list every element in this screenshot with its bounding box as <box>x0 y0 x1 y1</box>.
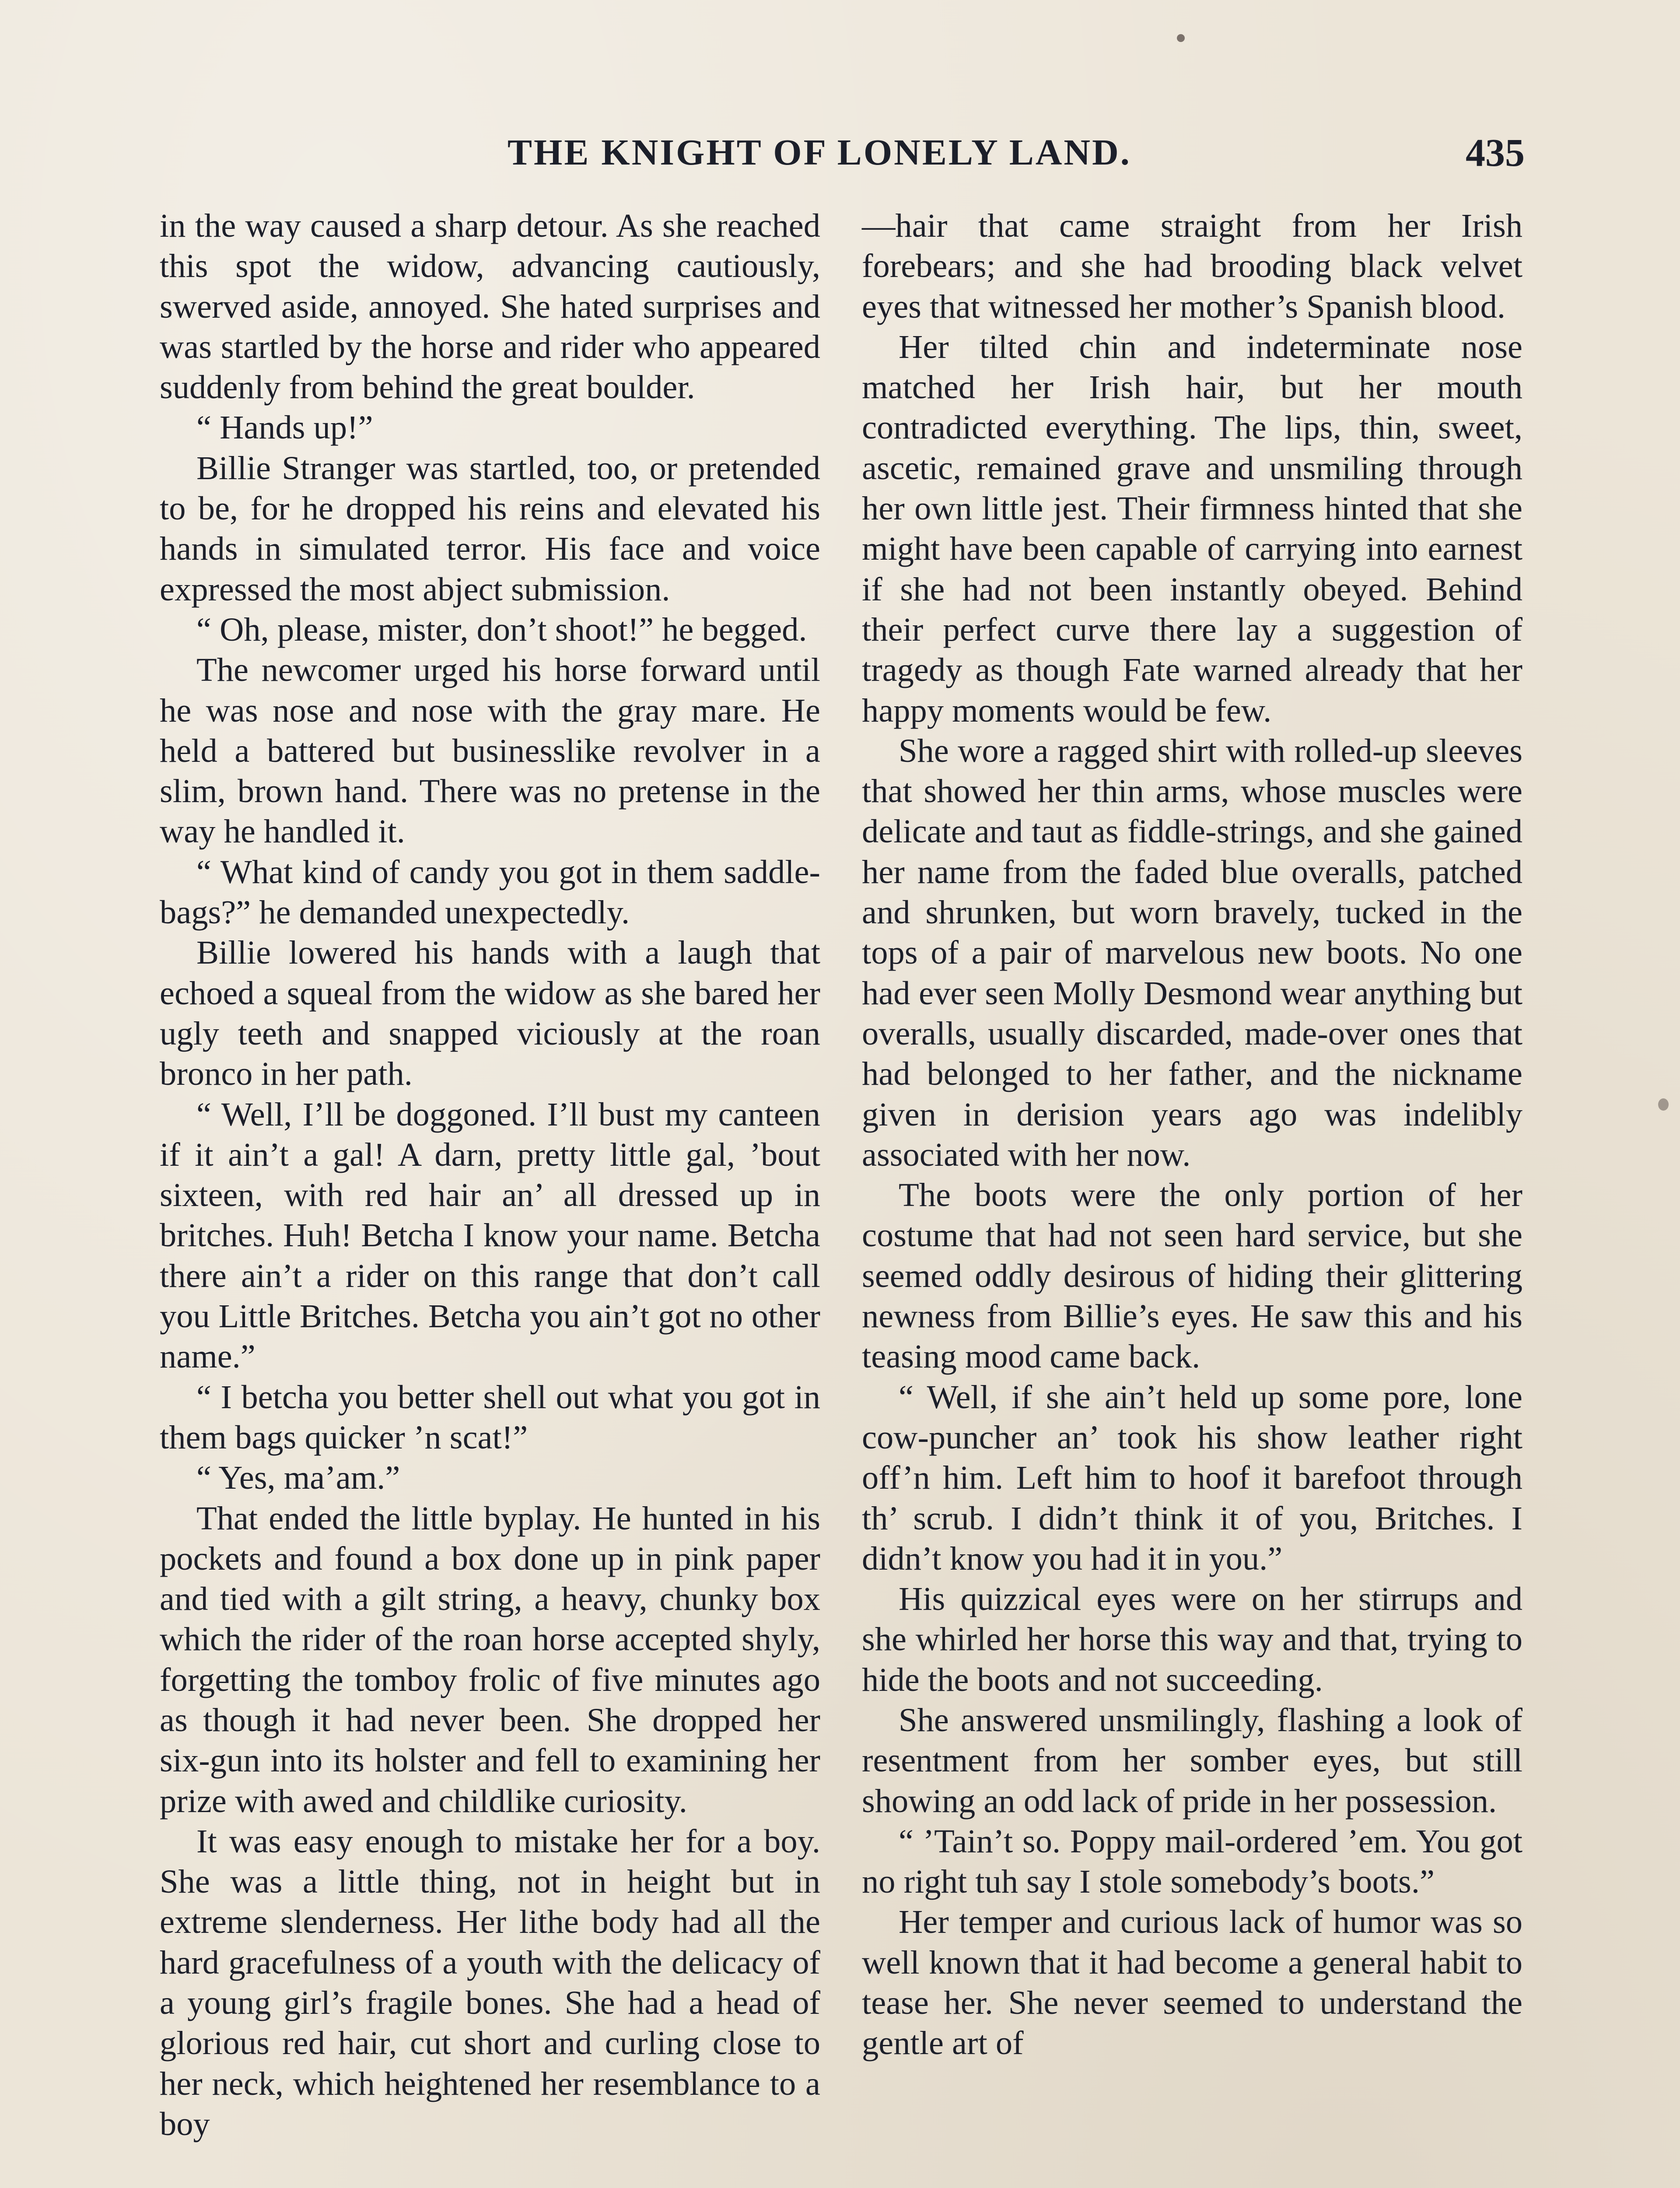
paragraph: “ Oh, please, mister, don’t shoot!” he begged. <box>196 610 807 648</box>
paper-speck <box>1177 34 1185 42</box>
paragraph: in the way caused a sharp detour. As she reached this spot the widow, advancing cautiously, swerved aside, annoyed. She hated surprises and was startled by the horse and rider who appeared suddenly from behind the great boulder. <box>160 207 820 406</box>
left-column <box>160 206 820 2144</box>
paragraph: His quizzical eyes were on her stirrups and she whirled her horse this way and that, trying to hide the boots and not succeeding. <box>862 1580 1522 1698</box>
paragraph: It was easy enough to mistake her for a boy. She was a little thing, not in height but in extreme slenderness. Her lithe body had all the hard gracefulness of a youth with the delicacy of a young girl’s fragile bones. She had a head of glorious red hair, cut short and curling close to her neck, which heightened her resemblance to a boy <box>160 1822 820 2142</box>
paragraph: She wore a ragged shirt with rolled-up sleeves that showed her thin arms, whose muscles were delicate and taut as fiddle-strings, and she gained her name from the faded blue overalls, patched and shrunken, but worn bravely, tucked in the tops of a pair of marvelous new boots. No one had ever seen Molly Desmond wear anything but overalls, usually discarded, made-over ones that had belonged to her father, and the nickname given in derision years ago was indelibly associated with her now. <box>862 732 1522 1173</box>
paragraph: “ Well, if she ain’t held up some pore, lone cow-puncher an’ took his show leather right off’n him. Left him to hoof it barefoot through th’ scrub. I didn’t think it of you, Britches. I didn’t know you had it in you.” <box>862 1378 1522 1577</box>
paragraph: “ Yes, ma’am.” <box>196 1459 400 1497</box>
paragraph: The newcomer urged his horse forward until he was nose and nose with the gray mare. He held a battered but businesslike revolver in a slim, brown hand. There was no pretense in the way he handled it. <box>160 651 820 850</box>
paragraph: Her tilted chin and indeterminate nose matched her Irish hair, but her mouth contradicted everything. The lips, thin, sweet, ascetic, remained grave and unsmiling through her own little jest. Their firmness hinted that she might have been capable of carrying into earnest if she had not been instantly obeyed. Behind their perfect curve there lay a suggestion of tragedy as though Fate warned already that her happy moments would be few. <box>862 328 1522 729</box>
paragraph: “ ’Tain’t so. Poppy mail-ordered ’em. You got no right tuh say I stole somebody’s boots.” <box>862 1822 1522 1900</box>
paragraph: The boots were the only portion of her costume that had not seen hard service, but she seemed oddly desirous of hiding their glittering newness from Billie’s eyes. He saw this and his teasing mood came back. <box>862 1176 1522 1375</box>
paragraph: Billie lowered his hands with a laugh that echoed a squeal from the widow as she bared her ugly teeth and snapped viciously at the roan bronco in her path. <box>160 934 820 1093</box>
paragraph: “ I betcha you better shell out what you got in them bags quicker ’n scat!” <box>160 1378 820 1456</box>
paragraph: Her temper and curious lack of humor was so well known that it had become a general habit to tease her. She never seemed to understand the gentle art of <box>862 1903 1522 2062</box>
paragraph: Billie Stranger was startled, too, or pretended to be, for he dropped his reins and elevated his hands in simulated terror. His face and voice expressed the most abject submission. <box>160 449 820 608</box>
running-title: THE KNIGHT OF LONELY LAND. <box>508 132 1131 173</box>
paragraph: She answered unsmilingly, flashing a look of resentment from her somber eyes, but still showing an odd lack of pride in her possession. <box>862 1701 1522 1820</box>
paragraph: “ What kind of candy you got in them saddle-bags?” he demanded unexpectedly. <box>160 853 820 931</box>
paragraph: That ended the little byplay. He hunted in his pockets and found a box done up in pink paper and tied with a gilt string, a heavy, chunky box which the rider of the roan horse accepted shyly, forgetting the tomboy frolic of five minutes ago as though it had never been. She dropped her six-gun into its holster and fell to examining her prize with awed and childlike curiosity. <box>160 1499 820 1820</box>
paragraph: —hair that came straight from her Irish forebears; and she had brooding black velvet eyes that witnessed her mother’s Spanish blood. <box>862 207 1522 325</box>
paragraph: “ Well, I’ll be doggoned. I’ll bust my canteen if it ain’t a gal! A darn, pretty little gal, ’bout sixteen, with red hair an’ all dressed up in britches. Huh! Betcha I know your name. Betcha there ain’t a rider on this range that don’t call you Little Britches. Betcha you ain’t got no other name.” <box>160 1095 820 1375</box>
running-head <box>0 123 1680 184</box>
page-number: 435 <box>1466 131 1525 175</box>
paper-speck <box>1658 1098 1669 1111</box>
paragraph: “ Hands up!” <box>196 409 373 446</box>
right-column <box>862 206 1522 2064</box>
